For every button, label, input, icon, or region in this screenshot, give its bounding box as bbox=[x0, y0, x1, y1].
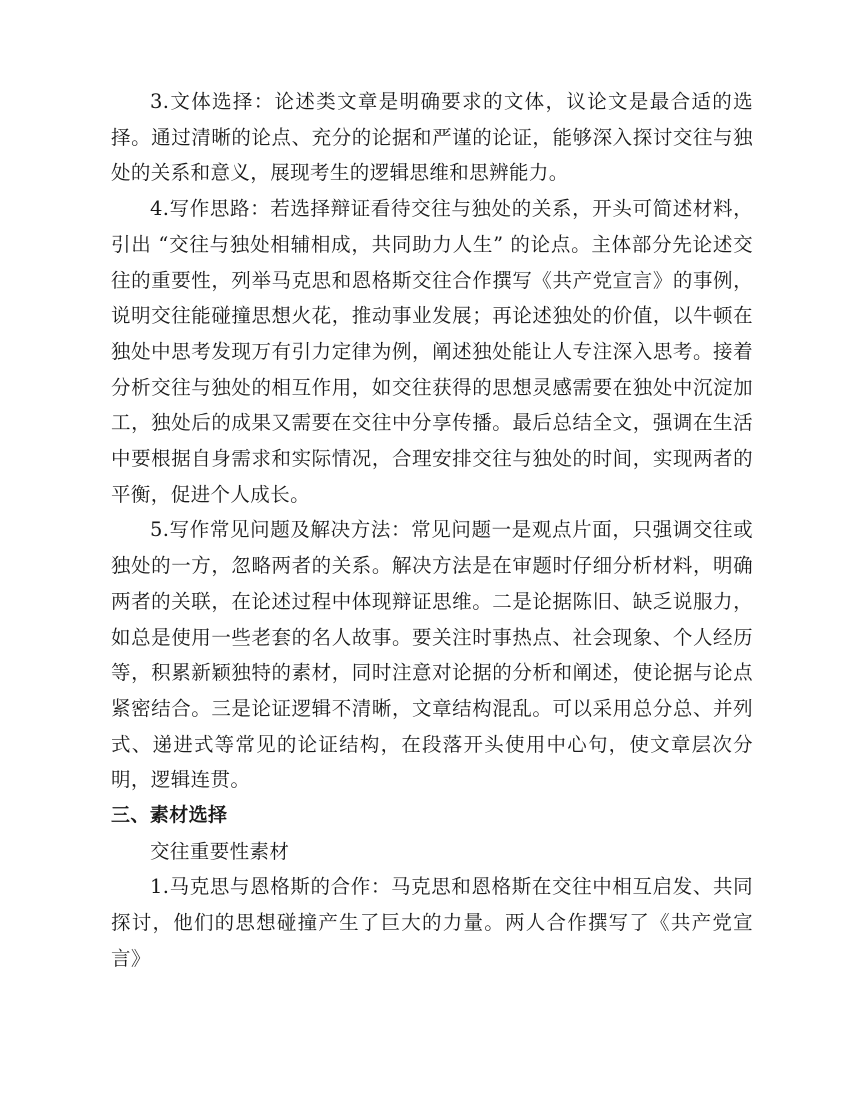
document-body bbox=[111, 84, 753, 977]
paragraph-writing-approach: 4.写作思路：若选择辩证看待交往与独处的关系，开头可简述材料，引出 “交往与独处相辅相成，共同助力人生” 的论点。主体部分先论述交往的重要性，列举马克思和恩格斯交往合作撰写《共产党宣言》的事例，说明交往能碰撞思想火花，推动事业发展；再论述独处的价值，以牛顿在独处中思考发现万有引力定律为例，阐述独处能让人专注深入思考。接着分析交往与独处的相互作用，如交往获得的思想灵感需要在独处中沉淀加工，独处后的成果又需要在交往中分享传播。最后总结全文，强调在生活中要根据自身需求和实际情况，合理安排交往与独处的时间，实现两者的平衡，促进个人成长。 bbox=[111, 197, 753, 506]
subheading-interaction-importance: 交往重要性素材 bbox=[150, 839, 290, 863]
paragraph-style-choice: 3.文体选择：论述类文章是明确要求的文体，议论文是最合适的选择。通过清晰的论点、充分的论据和严谨的论证，能够深入探讨交往与独处的关系和意义，展现考生的逻辑思维和思辨能力。 bbox=[111, 90, 753, 185]
section-heading-material-selection: 三、素材选择 bbox=[111, 804, 228, 827]
paragraph-marx-engels-material: 1.马克思与恩格斯的合作：马克思和恩格斯在交往中相互启发、共同探讨，他们的思想碰撞产生了巨大的力量。两人合作撰写了《共产党宣言》 bbox=[111, 875, 753, 970]
paragraph-common-problems: 5.写作常见问题及解决方法：常见问题一是观点片面，只强调交往或独处的一方，忽略两者的关系。解决方法是在审题时仔细分析材料，明确两者的关联，在论述过程中体现辩证思维。二是论据陈旧、缺乏说服力，如总是使用一些老套的名人故事。要关注时事热点、社会现象、个人经历等，积累新颖独特的素材，同时注意对论据的分析和阐述，使论据与论点紧密结合。三是论证逻辑不清晰，文章结构混乱。可以采用总分总、并列式、递进式等常见的论证结构，在段落开头使用中心句，使文章层次分明，逻辑连贯。 bbox=[111, 518, 753, 792]
